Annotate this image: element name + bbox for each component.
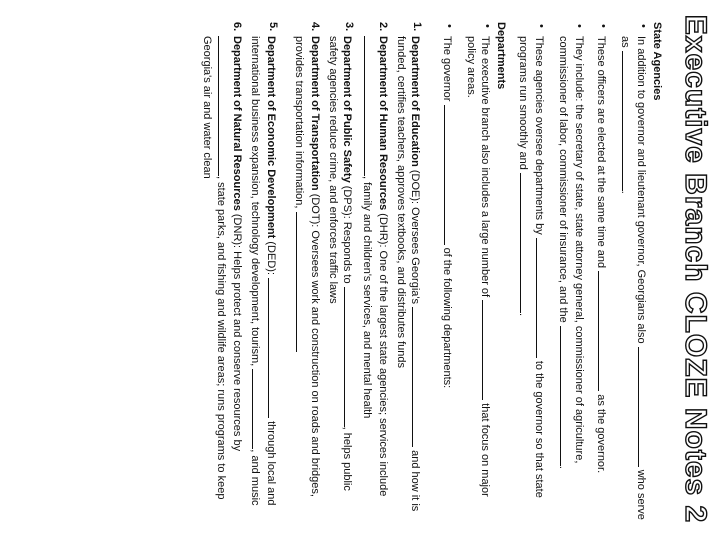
department-text: (DED): — [265, 241, 277, 275]
spacer — [424, 22, 432, 522]
department-name: Department of Natural Resources — [231, 36, 243, 211]
item-number: 6. — [231, 22, 243, 32]
department-text: (DOT): Oversees work and construction on roads and bridges, provides transportation information, — [293, 36, 321, 497]
spacer — [280, 22, 288, 522]
department-text: through local and international business expansion, technology development, tourism, — [249, 36, 277, 506]
cloze-blank[interactable] — [296, 212, 308, 352]
item-number: 1. — [411, 22, 423, 32]
state-agencies-bullet-1: • In addition to governor and lieutenant governor, Georgians also who serve as . — [618, 22, 650, 522]
department-item-doe — [394, 22, 424, 522]
state-agencies-bullet-3: • They include: the secretary of state, state attorney general, commissioner of agriculture, commissioner of labor, commissioner of insurance, and the . — [556, 22, 586, 522]
department-text: (DPS): Responds to — [341, 185, 353, 284]
department-text: , and music — [249, 449, 261, 506]
departments-heading: Departments — [495, 22, 507, 90]
department-text: and how it is funded, certifies teachers, approves textbooks, and distributes funds — [395, 36, 421, 512]
department-name: Department of Economic Development — [265, 36, 277, 239]
department-item-dot — [292, 22, 322, 522]
rotated-content — [12, 8, 712, 530]
item-number: 4. — [309, 22, 321, 32]
cloze-blank[interactable] — [364, 36, 376, 176]
bullet-text: who serve as — [619, 36, 647, 520]
department-item-dnr — [200, 22, 244, 522]
bullet-text: to the governor so that state programs run smoothly and — [517, 36, 545, 498]
cloze-blank[interactable] — [536, 238, 548, 358]
item-number: 3. — [343, 22, 355, 32]
cloze-blank[interactable] — [560, 326, 572, 466]
bullet-text: that focus on major policy areas. — [465, 36, 491, 497]
state-agencies-heading: State Agencies — [651, 22, 663, 101]
bullet-text: The governor — [441, 36, 453, 102]
department-item-ded — [248, 22, 280, 522]
department-name: Department of Education — [409, 36, 421, 167]
notes-body — [196, 22, 664, 522]
bullet-text: as the governor. — [595, 394, 607, 474]
cloze-blank[interactable] — [598, 271, 610, 391]
departments-bullet-1 — [464, 22, 494, 522]
cloze-blank[interactable] — [344, 287, 356, 427]
cloze-blank[interactable] — [218, 36, 230, 176]
department-text: , family and children's services, and mental health — [361, 176, 373, 419]
department-text: (DOE): Oversees Georgia's — [409, 169, 421, 304]
bullet-text: These officers are elected at the same time and — [595, 36, 607, 269]
cloze-blank[interactable] — [444, 105, 456, 245]
cloze-blank[interactable] — [520, 173, 532, 313]
department-name: Department of Human Resources — [377, 36, 389, 211]
cloze-blank[interactable] — [638, 347, 650, 467]
department-text: (DHR): One of the largest state agencies; services include — [377, 213, 389, 497]
bullet-text: The executive branch also includes a large number of — [479, 36, 491, 298]
page-title: Executive Branch CLOZE Notes 2 — [679, 14, 712, 524]
department-name: Department of Transportation — [309, 36, 321, 191]
cloze-blank[interactable] — [482, 300, 494, 400]
state-agencies-bullet-2 — [594, 22, 610, 522]
bullet-text: In addition to governor and lieutenant governor, Georgians also — [635, 36, 647, 344]
cloze-blank[interactable] — [412, 307, 424, 447]
department-text: (DNR): Helps protect and conserve resources by — [231, 213, 243, 452]
department-item-dhr — [360, 22, 390, 522]
department-item-dps — [326, 22, 356, 522]
bullet-text: These agencies oversee departments by — [533, 36, 545, 235]
cloze-blank[interactable] — [252, 369, 264, 449]
item-number: 5. — [267, 22, 279, 32]
item-number: 2. — [377, 22, 389, 32]
departments-bullet-2 — [440, 22, 456, 522]
department-text: , helps public safety agencies reduce crime, and enforces traffic laws — [327, 36, 353, 491]
state-agencies-bullet-4: • These agencies oversee departments by to the governor so that state programs run smoothly and . — [516, 22, 548, 522]
department-name: Department of Public Safety — [341, 36, 353, 183]
bullet-text: of the following departments: — [441, 247, 453, 389]
cloze-blank[interactable] — [268, 278, 280, 418]
cloze-blank[interactable] — [622, 51, 634, 191]
bullet-text: They include: the secretary of state, state attorney general, commissioner of agriculture, commissioner of labor, commissioner of insurance, and the — [557, 36, 585, 464]
department-text: , state parks, and fishing and wildlife areas; runs programs to keep Georgia's air and water clean — [201, 36, 227, 500]
